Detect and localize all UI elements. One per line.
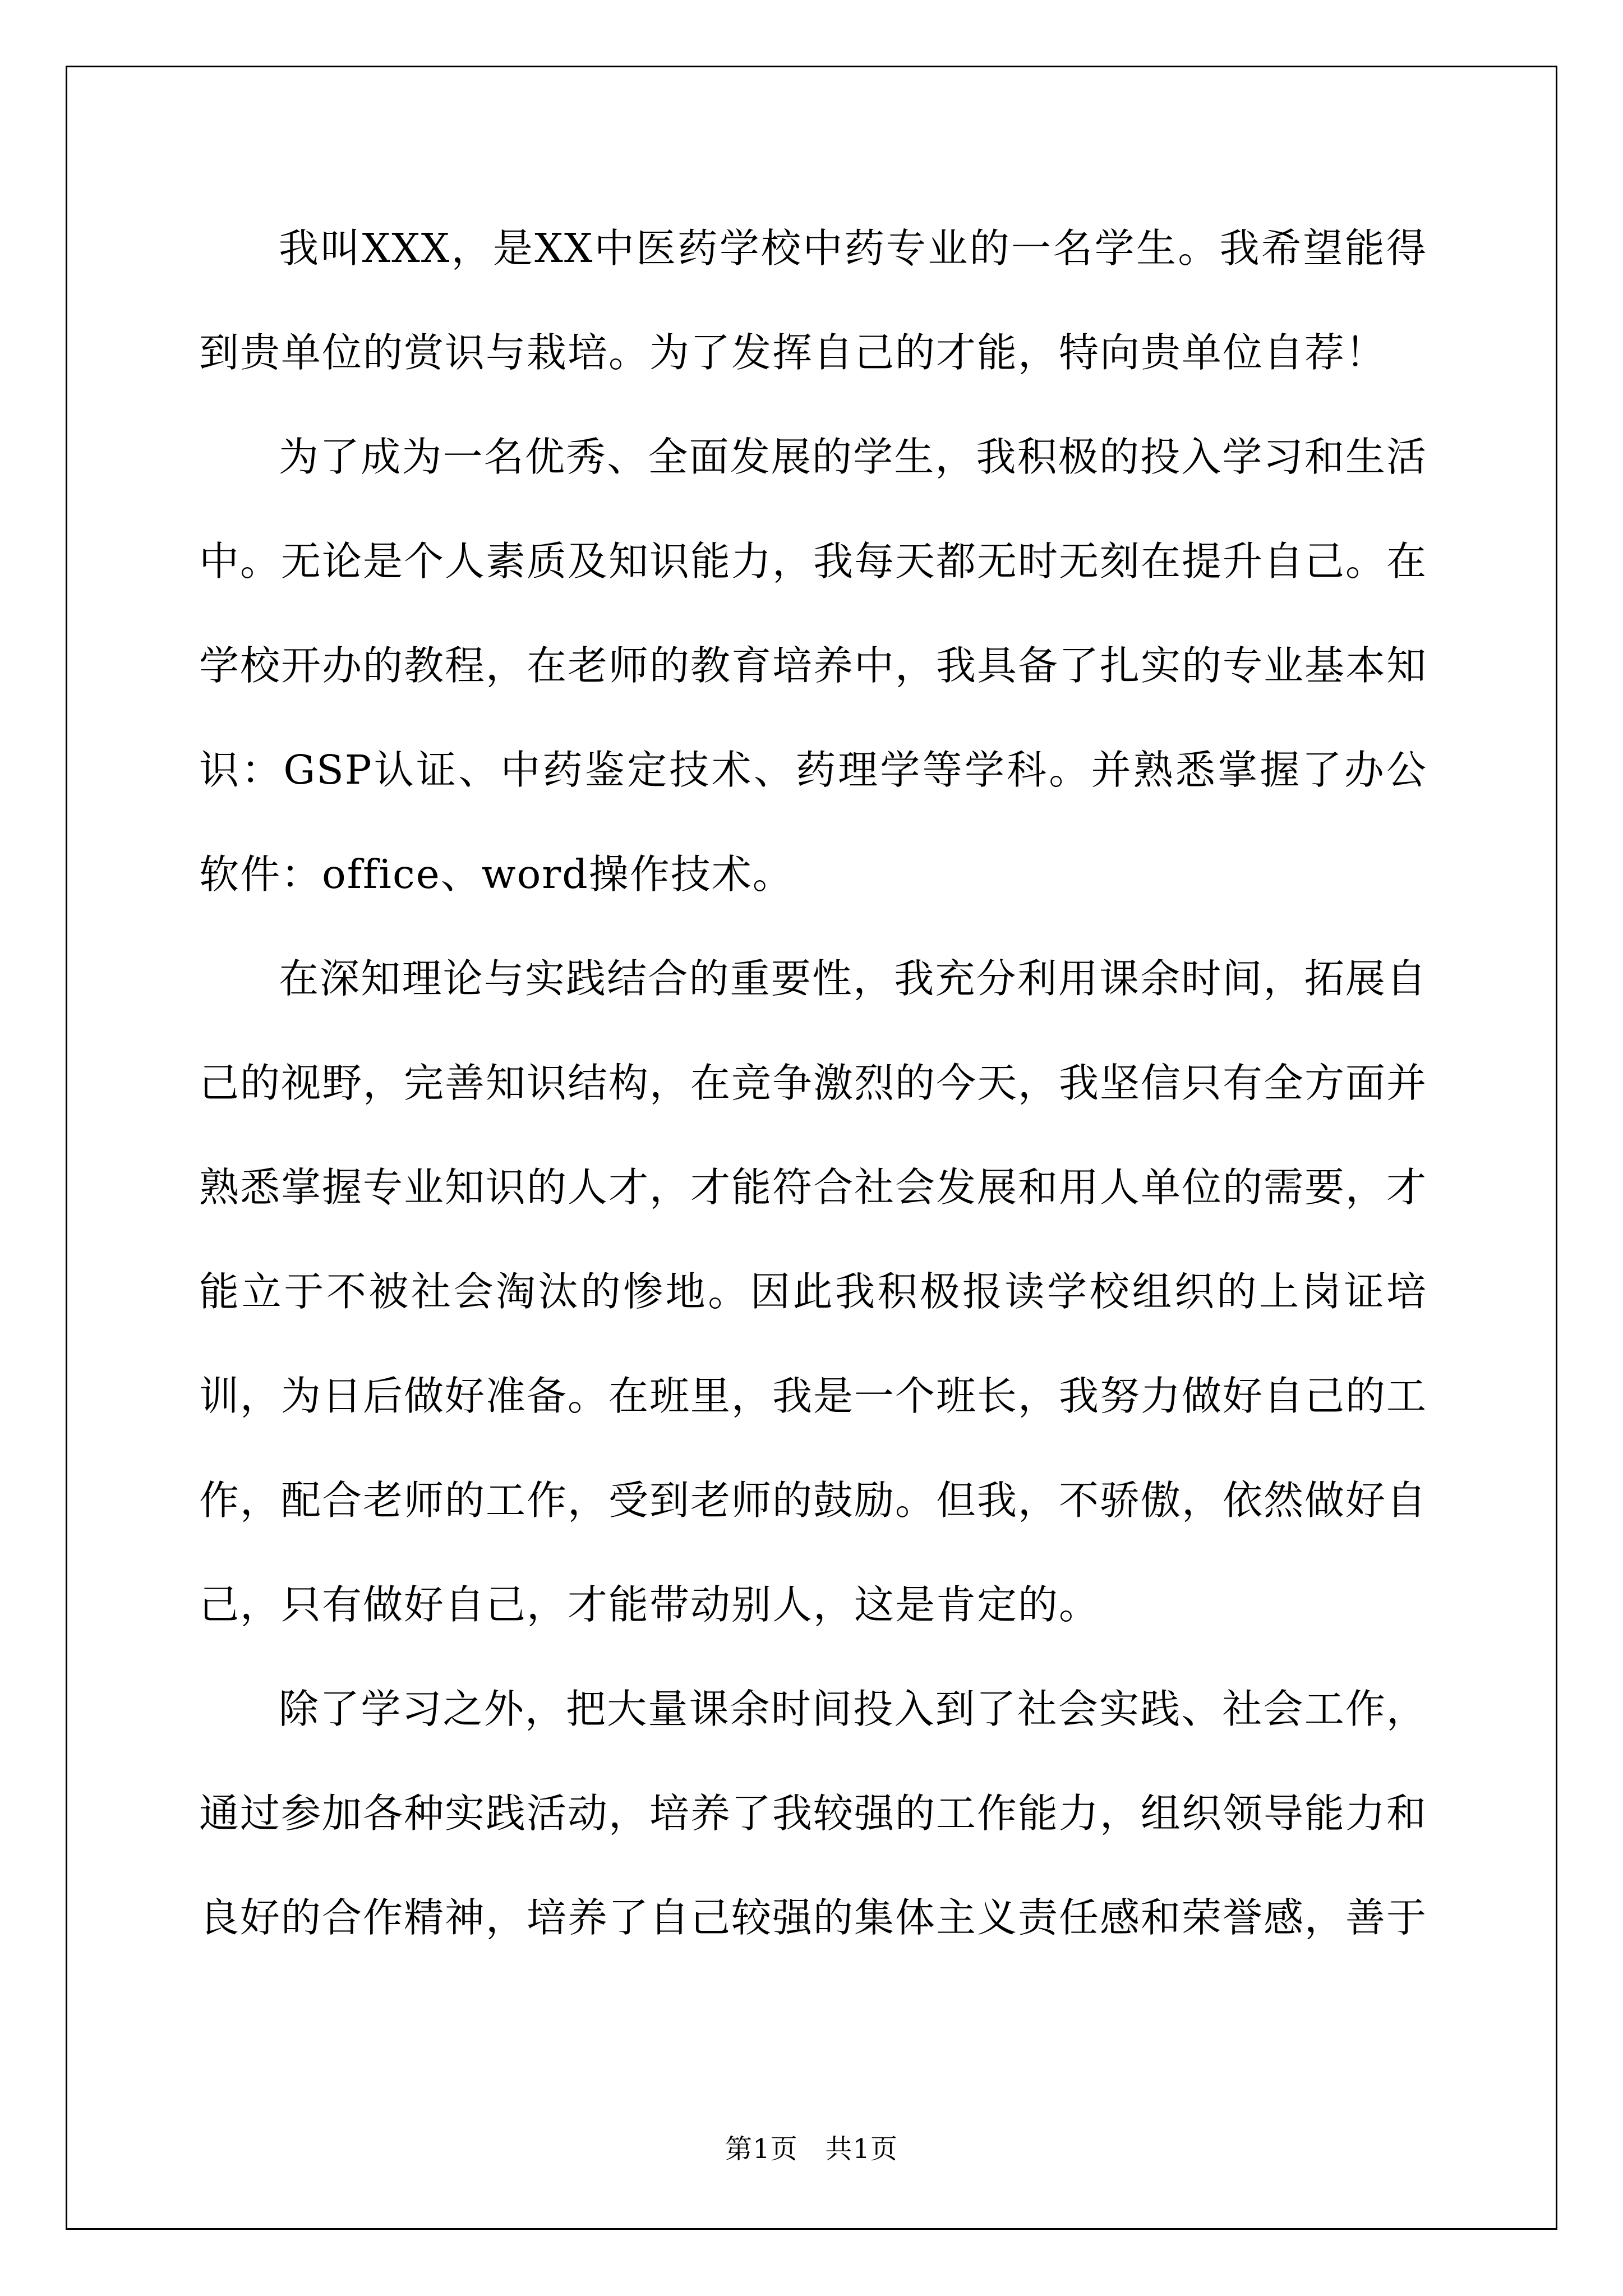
page-footer xyxy=(0,2127,1623,2166)
paragraph-1: 我叫XXX，是XX中医药学校中药专业的一名学生。我希望能得到贵单位的赏识与栽培。为了发挥自己的才能，特向贵单位自荐！ xyxy=(199,225,1427,376)
document-body xyxy=(199,196,1427,1970)
paragraph-2: 为了成为一名优秀、全面发展的学生，我积极的投入学习和生活中。无论是个人素质及知识能力，我每天都无时无刻在提升自己。在学校开办的教程，在老师的教育培养中，我具备了扎实的专业基本知识：GSP认证、中药鉴定技术、药理学等学科。并熟悉掌握了办公软件：office、word操作技术。 xyxy=(199,434,1428,898)
page-total: 共1页 xyxy=(825,2133,898,2165)
paragraph-4: 除了学习之外，把大量课余时间投入到了社会实践、社会工作，通过参加各种实践活动，培养了我较强的工作能力，组织领导能力和良好的合作精神，培养了自己较强的集体主义责任感和荣誉感，善于 xyxy=(199,1686,1428,1941)
footer-spacer xyxy=(798,2133,826,2165)
page-number: 第1页 xyxy=(725,2133,798,2165)
paragraph-3: 在深知理论与实践结合的重要性，我充分利用课余时间，拓展自己的视野，完善知识结构，在竞争激烈的今天，我坚信只有全方面并熟悉掌握专业知识的人才，才能符合社会发展和用人单位的需要，才能立于不被社会淘汰的惨地。因此我积极报读学校组织的上岗证培训，为日后做好准备。在班里，我是一个班长，我努力做好自己的工作，配合老师的工作，受到老师的鼓励。但我，不骄傲，依然做好自己，只有做好自己，才能带动别人，这是肯定的。 xyxy=(199,955,1428,1628)
